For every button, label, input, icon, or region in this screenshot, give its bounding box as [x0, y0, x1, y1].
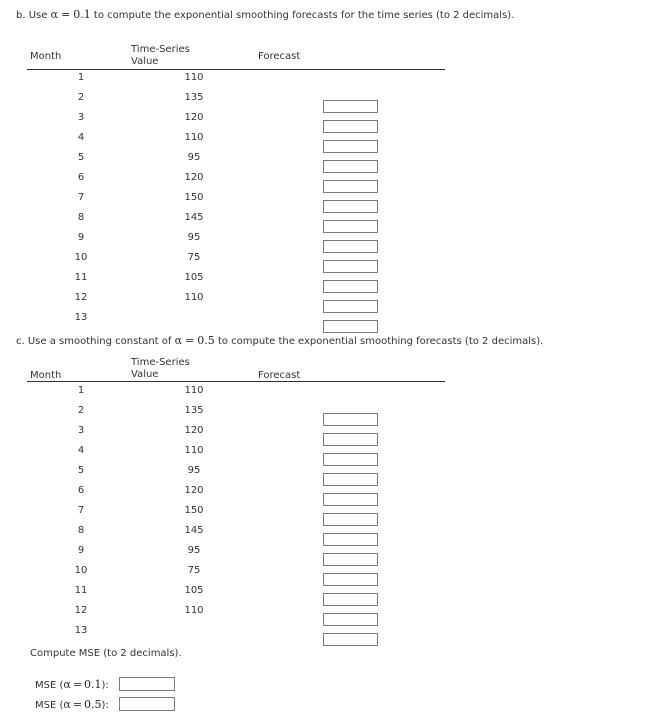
forecast-input[interactable]	[323, 240, 378, 253]
forecast-input[interactable]	[323, 413, 378, 426]
month-cell: 5	[77, 465, 85, 476]
month-cell: 12	[74, 605, 88, 616]
part-c-prompt	[16, 334, 543, 347]
mse-alpha-05-input[interactable]	[119, 697, 175, 711]
month-cell: 9	[77, 545, 85, 556]
month-cell: 10	[74, 565, 88, 576]
time-series-value-cell: 95	[187, 232, 201, 243]
time-series-value-cell: 145	[184, 212, 204, 223]
month-cell: 4	[77, 445, 85, 456]
month-cell: 1	[77, 385, 85, 396]
part-b-prompt	[16, 8, 514, 21]
month-cell: 4	[77, 132, 85, 143]
month-cell: 11	[74, 272, 88, 283]
month-header: Month	[30, 370, 62, 381]
month-cell: 5	[77, 152, 85, 163]
forecast-input[interactable]	[323, 433, 378, 446]
month-cell: 6	[77, 485, 85, 496]
time-series-value-cell: 110	[184, 445, 204, 456]
mse-label-prefix: MSE (	[35, 700, 64, 711]
month-cell: 2	[77, 92, 85, 103]
mse-row-alpha-01	[35, 678, 109, 691]
forecast-input[interactable]	[323, 220, 378, 233]
part-c-suffix: to compute the exponential smoothing forecasts (to 2 decimals).	[217, 336, 544, 347]
alpha-symbol: α	[174, 334, 183, 347]
month-cell: 11	[74, 585, 88, 596]
forecast-input[interactable]	[323, 300, 378, 313]
time-series-value-cell: 110	[184, 292, 204, 303]
alpha-symbol: α	[63, 678, 71, 691]
month-cell: 6	[77, 172, 85, 183]
forecast-header: Forecast	[258, 370, 301, 381]
mse-label-suffix: ):	[101, 680, 109, 691]
mse-alpha-01-input[interactable]	[119, 677, 175, 691]
time-series-value-cell: 150	[184, 192, 204, 203]
month-cell: 10	[74, 252, 88, 263]
alpha-symbol: α	[63, 698, 71, 711]
forecast-input[interactable]	[323, 140, 378, 153]
forecast-input[interactable]	[323, 553, 378, 566]
month-cell: 8	[77, 525, 85, 536]
mse-label-suffix: ):	[101, 700, 109, 711]
month-header: Month	[30, 51, 62, 62]
time-series-header-line2: Value	[131, 369, 159, 380]
time-series-value-cell: 110	[184, 605, 204, 616]
equals-sign: =	[72, 678, 83, 691]
time-series-value-cell: 105	[184, 272, 204, 283]
time-series-value-cell: 95	[187, 152, 201, 163]
time-series-value-cell: 110	[184, 385, 204, 396]
equals-sign: =	[61, 8, 71, 21]
forecast-input[interactable]	[323, 613, 378, 626]
mse-instruction: Compute MSE (to 2 decimals).	[30, 648, 182, 659]
forecast-input[interactable]	[323, 320, 378, 333]
month-cell: 2	[77, 405, 85, 416]
equals-sign: =	[185, 334, 195, 347]
time-series-value-cell: 120	[184, 485, 204, 496]
month-cell: 9	[77, 232, 85, 243]
mse-row-alpha-05	[35, 698, 109, 711]
alpha-value: 0.1	[73, 8, 91, 21]
forecast-input[interactable]	[323, 120, 378, 133]
forecast-input[interactable]	[323, 573, 378, 586]
forecast-input[interactable]	[323, 100, 378, 113]
forecast-input[interactable]	[323, 160, 378, 173]
table-header-rule	[27, 381, 445, 382]
part-b-prefix: b. Use	[16, 10, 48, 21]
time-series-header-line2: Value	[131, 56, 159, 67]
forecast-input[interactable]	[323, 513, 378, 526]
forecast-input[interactable]	[323, 260, 378, 273]
month-cell: 8	[77, 212, 85, 223]
forecast-header: Forecast	[258, 51, 301, 62]
forecast-input[interactable]	[323, 453, 378, 466]
time-series-value-cell: 110	[184, 132, 204, 143]
alpha-value: 0.5	[197, 334, 215, 347]
time-series-value-cell: 105	[184, 585, 204, 596]
equals-sign: =	[72, 698, 83, 711]
part-b-suffix: to compute the exponential smoothing forecasts for the time series (to 2 decimals).	[93, 10, 515, 21]
forecast-input[interactable]	[323, 200, 378, 213]
time-series-value-cell: 95	[187, 465, 201, 476]
month-cell: 13	[74, 625, 88, 636]
month-cell: 13	[74, 312, 88, 323]
alpha-symbol: α	[50, 8, 59, 21]
alpha-value: 0.5	[84, 698, 102, 711]
month-cell: 12	[74, 292, 88, 303]
time-series-header-line1: Time-Series	[131, 357, 190, 368]
forecast-input[interactable]	[323, 180, 378, 193]
month-cell: 3	[77, 112, 85, 123]
time-series-value-cell: 120	[184, 112, 204, 123]
time-series-value-cell: 145	[184, 525, 204, 536]
time-series-value-cell: 95	[187, 545, 201, 556]
time-series-header	[131, 357, 190, 381]
time-series-header-line1: Time-Series	[131, 44, 190, 55]
forecast-input[interactable]	[323, 593, 378, 606]
forecast-input[interactable]	[323, 280, 378, 293]
time-series-value-cell: 75	[187, 252, 201, 263]
table-header-rule	[27, 69, 445, 70]
mse-label-prefix: MSE (	[35, 680, 64, 691]
forecast-input[interactable]	[323, 533, 378, 546]
month-cell: 1	[77, 72, 85, 83]
forecast-input[interactable]	[323, 493, 378, 506]
time-series-value-cell: 120	[184, 172, 204, 183]
month-cell: 7	[77, 192, 85, 203]
alpha-value: 0.1	[84, 678, 102, 691]
part-c-prefix: c. Use a smoothing constant of	[16, 336, 172, 347]
time-series-value-cell: 110	[184, 72, 204, 83]
forecast-input[interactable]	[323, 473, 378, 486]
time-series-value-cell: 135	[184, 92, 204, 103]
time-series-value-cell: 75	[187, 565, 201, 576]
time-series-value-cell: 135	[184, 405, 204, 416]
forecast-input[interactable]	[323, 633, 378, 646]
month-cell: 3	[77, 425, 85, 436]
time-series-header	[131, 44, 190, 68]
month-cell: 7	[77, 505, 85, 516]
time-series-value-cell: 150	[184, 505, 204, 516]
time-series-value-cell: 120	[184, 425, 204, 436]
